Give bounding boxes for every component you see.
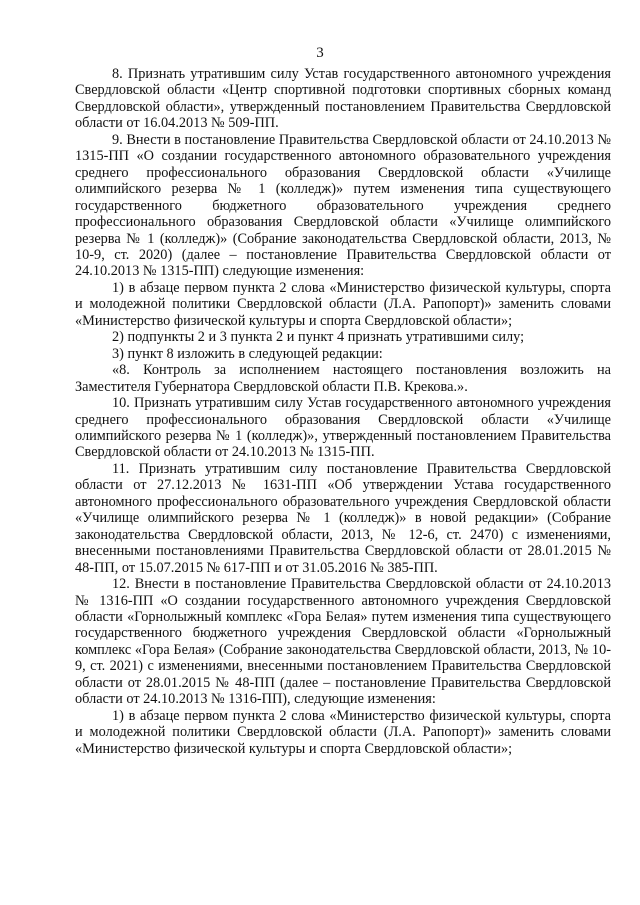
paragraph-item-11: 11. Признать утратившим силу постановление Правительства Свердловской области от 27.12.2013 № 1631-ПП «Об утверждении Устава государственного автономного профессионального образовательного учреждения Свердловской области «Училище олимпийского резерва № 1 (колледж)» в новой редакции» (Собрание законодательства Свердловской области, 2013, № 12-6, ст. 2470) с изменениями, внесенными постановлениями Правительства Свердловской области от 28.01.2015 № 48-ПП, от 15.07.2015 № 617-ПП и от 31.05.2016 № 385-ПП. (75, 460, 611, 576)
paragraph-item-12: 12. Внести в постановление Правительства Свердловской области от 24.10.2013 № 1316-ПП «О создании государственного автономного учреждения Свердловской области «Горнолыжный комплекс «Гора Белая» путем изменения типа существующего государственного бюджетного учреждения Свердловской области «Горнолыжный комплекс «Гора Белая» (Собрание законодательства Свердловской области, 2013, № 10-9, ст. 2021) с изменениями, внесенными постановлением Правительства Свердловской области от 28.01.2015 № 48-ПП (далее – постановление Правительства Свердловской области от 24.10.2013 № 1316-ПП), следующие изменения: (75, 576, 611, 708)
subparagraph-9-1: 1) в абзаце первом пункта 2 слова «Министерство физической культуры, спорта и молодежной политики Свердловской области (Л.А. Рапопорт)» заменить словами «Министерство физической культуры и спорта Свердловской области»; (75, 279, 611, 329)
page-number: 3 (316, 45, 324, 61)
paragraph-item-9: 9. Внести в постановление Правительства Свердловской области от 24.10.2013 № 1315-ПП «О создании государственного автономного образовательного учреждения среднего профессионального образования Свердловской области «Училище олимпийского резерва № 1 (колледж)» путем изменения типа существующего государственного бюджетного образовательного учреждения среднего профессионального образования Свердловской области «Училище олимпийского резерва № 1 (колледж)» (Собрание законодательства Свердловской области, 2013, № 10-9, ст. 2020) (далее – постановление Правительства Свердловской области от 24.10.2013 № 1315-ПП) следующие изменения: (75, 131, 611, 280)
document-body (75, 66, 611, 757)
paragraph-item-10: 10. Признать утратившим силу Устав государственного автономного учреждения среднего профессионального образования Свердловской области «Училище олимпийского резерва № 1 (колледж)», утвержденный постановлением Правительства Свердловской области от 24.10.2013 № 1315-ПП. (75, 395, 611, 461)
subparagraph-9-3: 3) пункт 8 изложить в следующей редакции: (112, 345, 383, 362)
quoted-clause-8: «8. Контроль за исполнением настоящего постановления возложить на Заместителя Губернатора Свердловской области П.В. Крекова.». (75, 362, 611, 395)
paragraph-item-8: 8. Признать утратившим силу Устав государственного автономного учреждения Свердловской области «Центр спортивной подготовки спортивных сборных команд Свердловской области», утвержденный постановлением Правительства Свердловской области от 16.04.2013 № 509-ПП. (75, 66, 611, 132)
subparagraph-9-2: 2) подпункты 2 и 3 пункта 2 и пункт 4 признать утратившими силу; (112, 329, 525, 346)
subparagraph-12-1: 1) в абзаце первом пункта 2 слова «Министерство физической культуры, спорта и молодежной политики Свердловской области (Л.А. Рапопорт)» заменить словами «Министерство физической культуры и спорта Свердловской области»; (75, 707, 611, 757)
